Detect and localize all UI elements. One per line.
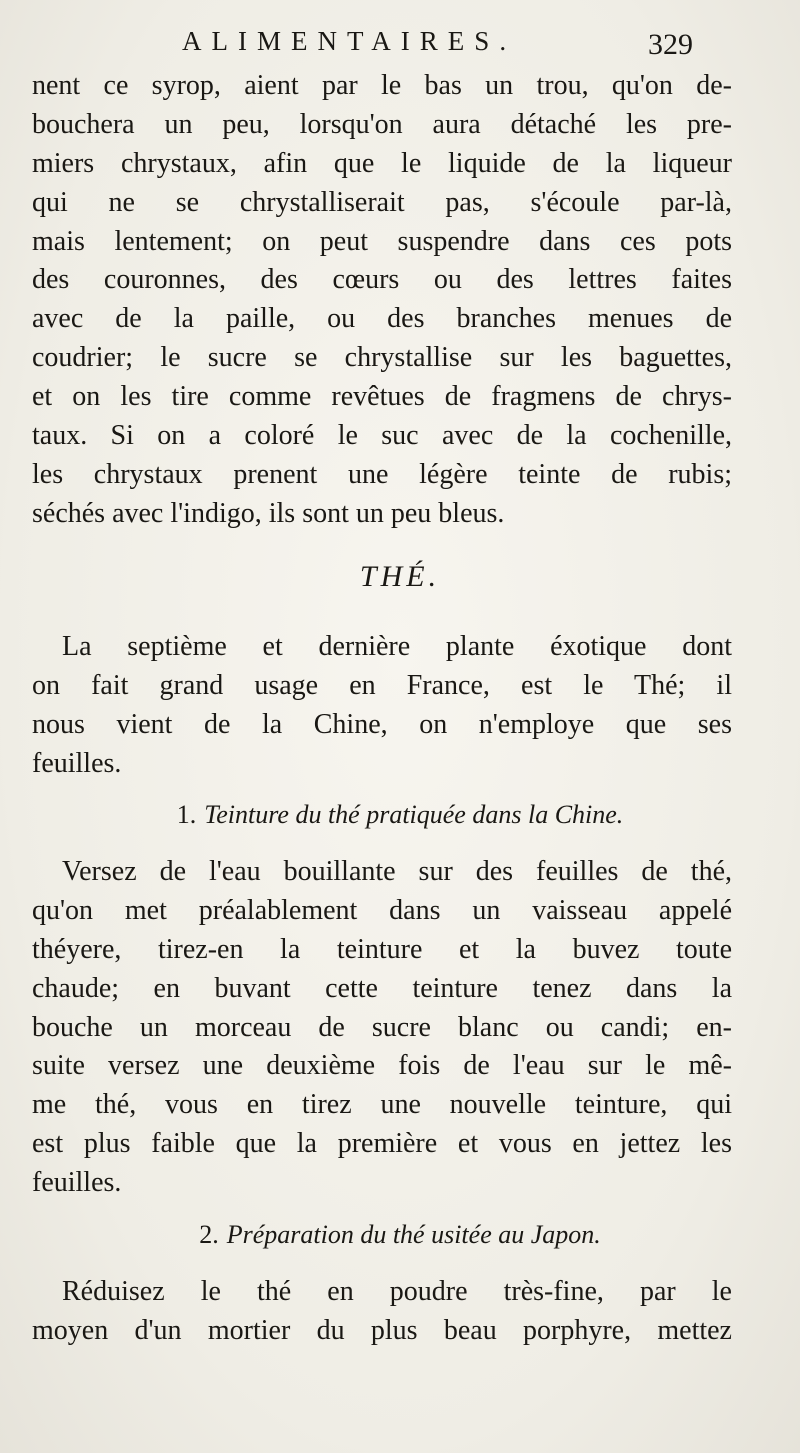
text-line: feuilles. [32,1167,122,1199]
text-line: bouche un morceau de sucre blanc ou candi; en- [32,1011,732,1043]
section-heading: THÉ. [359,560,441,593]
text-line: me thé, vous en tirez une nouvelle teinture, qui [32,1089,732,1121]
subsection-number: 1. [176,800,197,829]
page-number: 329 [648,28,693,61]
text-line: séchés avec l'indigo, ils sont un peu bleus. [32,497,505,529]
text-line: et on les tire comme revêtues de fragmens de chrys- [32,381,732,413]
text-line: nent ce syrop, aient par le bas un trou, qu'on de- [32,70,732,101]
subsection-number: 2. [199,1220,219,1249]
text-line: moyen d'un mortier du plus beau porphyre, mettez [32,1314,732,1346]
text-line: suite versez une deuxième fois de l'eau sur le mê- [32,1050,732,1082]
text-line: avec de la paille, ou des branches menues de [32,303,732,335]
text-line: taux. Si on a coloré le suc avec de la cochenille, [32,420,732,452]
text-line: bouchera un peu, lorsqu'on aura détaché les pre- [32,108,732,140]
text-line: est plus faible que la première et vous en jettez les [32,1128,732,1160]
text-line: coudrier; le sucre se chrystallise sur les baguettes, [32,342,732,374]
text-line: Réduisez le thé en poudre très-fine, par le [62,1276,732,1307]
text-line: les chrystaux prenent une légère teinte de rubis; [32,458,732,490]
text-line: des couronnes, des cœurs ou des lettres faites [32,264,732,296]
text-line: miers chrystaux, afin que le liquide de la liqueur [32,147,732,179]
text-line: Versez de l'eau bouillante sur des feuilles de thé, [62,856,732,887]
text-line: théyere, tirez-en la teinture et la buvez toute [32,933,732,965]
running-head: ALIMENTAIRES. [182,26,517,56]
paragraph-syrup-crystals [32,67,732,534]
text-line: qu'on met préalablement dans un vaisseau appelé [32,894,732,926]
subsection-title: Préparation du thé usitée au Japon. [226,1220,601,1249]
subsection-heading-1 [0,800,800,830]
paragraph-tea-intro [32,628,732,784]
paragraph-japan-tea [32,1273,732,1351]
text-line: feuilles. [32,747,122,779]
text-line: La septième et dernière plante éxotique dont [62,631,732,662]
text-line: qui ne se chrystalliserait pas, s'écoule par-là, [32,186,732,218]
text-line: mais lentement; on peut suspendre dans ces pots [32,225,732,257]
subsection-heading-2 [0,1220,800,1250]
page-header [0,26,800,66]
text-line: nous vient de la Chine, on n'employe que ses [32,708,732,740]
text-line: chaude; en buvant cette teinture tenez dans la [32,972,732,1004]
subsection-title: Teinture du thé pratiquée dans la Chine. [204,800,624,829]
text-line: on fait grand usage en France, est le Thé; il [32,669,732,701]
paragraph-china-tea [32,853,732,1203]
